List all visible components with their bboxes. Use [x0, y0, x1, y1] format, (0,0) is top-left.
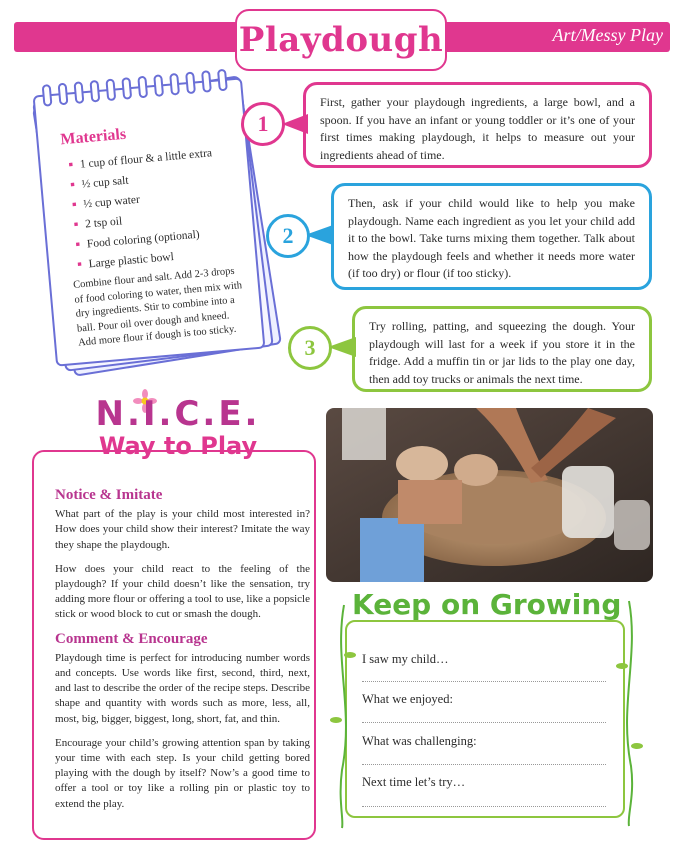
writing-line[interactable] — [362, 806, 606, 807]
materials-item: ■ 1 cup of flour & a little extra — [68, 143, 233, 177]
category-label: Art/Messy Play — [552, 25, 663, 45]
nice-subtitle: Way to Play — [98, 432, 258, 460]
step-3-number: 3 — [288, 326, 332, 370]
materials-heading: Materials — [59, 125, 127, 149]
materials-item: ■ ½ cup water — [71, 182, 236, 216]
reflection-prompt: I saw my child… — [362, 652, 449, 666]
spiral-ring-icon — [58, 83, 69, 106]
title-box — [235, 9, 447, 71]
spiral-ring-icon — [89, 80, 100, 103]
notice-imitate-heading: Notice & Imitate — [55, 487, 163, 503]
materials-item: ■ Food coloring (optional) — [75, 222, 240, 256]
materials-notebook — [22, 78, 277, 378]
writing-line[interactable] — [362, 722, 606, 723]
materials-item: ■ ½ cup salt — [70, 162, 235, 196]
spiral-ring-icon — [42, 84, 53, 107]
spiral-ring-icon — [217, 69, 228, 92]
nice-title — [88, 396, 268, 460]
nice-paragraph: Playdough time is perfect for introducing number words and concepts. Use words like first, second, third, next, and last to describe the order of the recipe steps. Describe shape and quantity with words such as more, less, all, most, big, bigger, biggest, long, short, fat, and thin. — [55, 651, 310, 725]
step-2-number: 2 — [266, 214, 310, 258]
materials-list — [62, 143, 242, 277]
reflection-prompt: What was challenging: — [362, 734, 477, 748]
reflection-prompt: What we enjoyed: — [362, 692, 453, 706]
spiral-ring-icon — [153, 74, 164, 97]
vine-left-icon — [330, 600, 356, 830]
nice-paragraph: What part of the play is your child most interested in? How does your child show their interest? Imitate the way they shape the playdough. — [55, 508, 310, 551]
materials-item: ■ Large plastic bowl — [77, 242, 242, 276]
step-3-text: Try rolling, patting, and squeezing the dough. Your playdough will last for a week if you store it in the fridge. Add a muffin tin or jar lids to the play one day, then add toy trucks or animals the next time. — [352, 306, 652, 392]
keep-growing-title: Keep on Growing — [352, 588, 622, 621]
writing-line[interactable] — [362, 681, 606, 682]
writing-line[interactable] — [362, 764, 606, 765]
nice-content — [55, 488, 310, 821]
spiral-ring-icon — [74, 81, 85, 104]
vine-right-icon — [615, 596, 643, 830]
spiral-ring-icon — [169, 73, 180, 96]
materials-instructions: Combine flour and salt. Add 2-3 drops of food coloring to water, then mix with dry ingredients. Stir to combine into a ball. Pour oil over dough and kneed. Add more flour if dough is too sticky. — [72, 265, 243, 349]
step-2-text: Then, ask if your child would like to help you make playdough. Name each ingredient as you let your child add it to the bowl. Take turns mixing them together. Talk about how the playdough feels and whether it needs more water (if too dry) or flour (if too sticky). — [331, 183, 652, 290]
spiral-ring-icon — [185, 72, 196, 95]
nice-paragraph: How does your child react to the feeling of the playdough? If your child doesn’t like the sensation, try adding more flour or offering a tool to use, like a popsicle stick or wood block to cut or smash the dough. — [55, 562, 310, 621]
comment-encourage-heading: Comment & Encourage — [55, 630, 208, 647]
step-1-number: 1 — [241, 102, 285, 146]
notebook-front-page — [33, 77, 266, 366]
spiral-ring-icon — [201, 70, 212, 93]
nice-acronym: N.I.C.E. — [95, 394, 261, 434]
spiral-ring-icon — [137, 76, 148, 99]
spiral-ring-icon — [105, 78, 116, 101]
step-1-connector — [282, 114, 308, 134]
page-title: Playdough — [238, 20, 444, 60]
spiral-ring-icon — [121, 77, 132, 100]
playdough-photo — [326, 408, 653, 582]
materials-item: ■ 2 tsp oil — [73, 202, 238, 236]
reflection-prompt: Next time let’s try… — [362, 775, 466, 789]
step-1-text: First, gather your playdough ingredients, a large bowl, and a spoon. If you have an infant or young toddler or it’s one of your first times making playdough, it helps to measure out your ingredients ahead of time. — [303, 82, 652, 168]
nice-paragraph: Encourage your child’s growing attention span by taking your time with each step. Is your child getting bored playing with the dough by itself? Now’s a good time to offer a tool or toy like a rolling pin or plastic toy to extend the play. — [55, 736, 310, 810]
step-3-connector — [328, 337, 356, 357]
